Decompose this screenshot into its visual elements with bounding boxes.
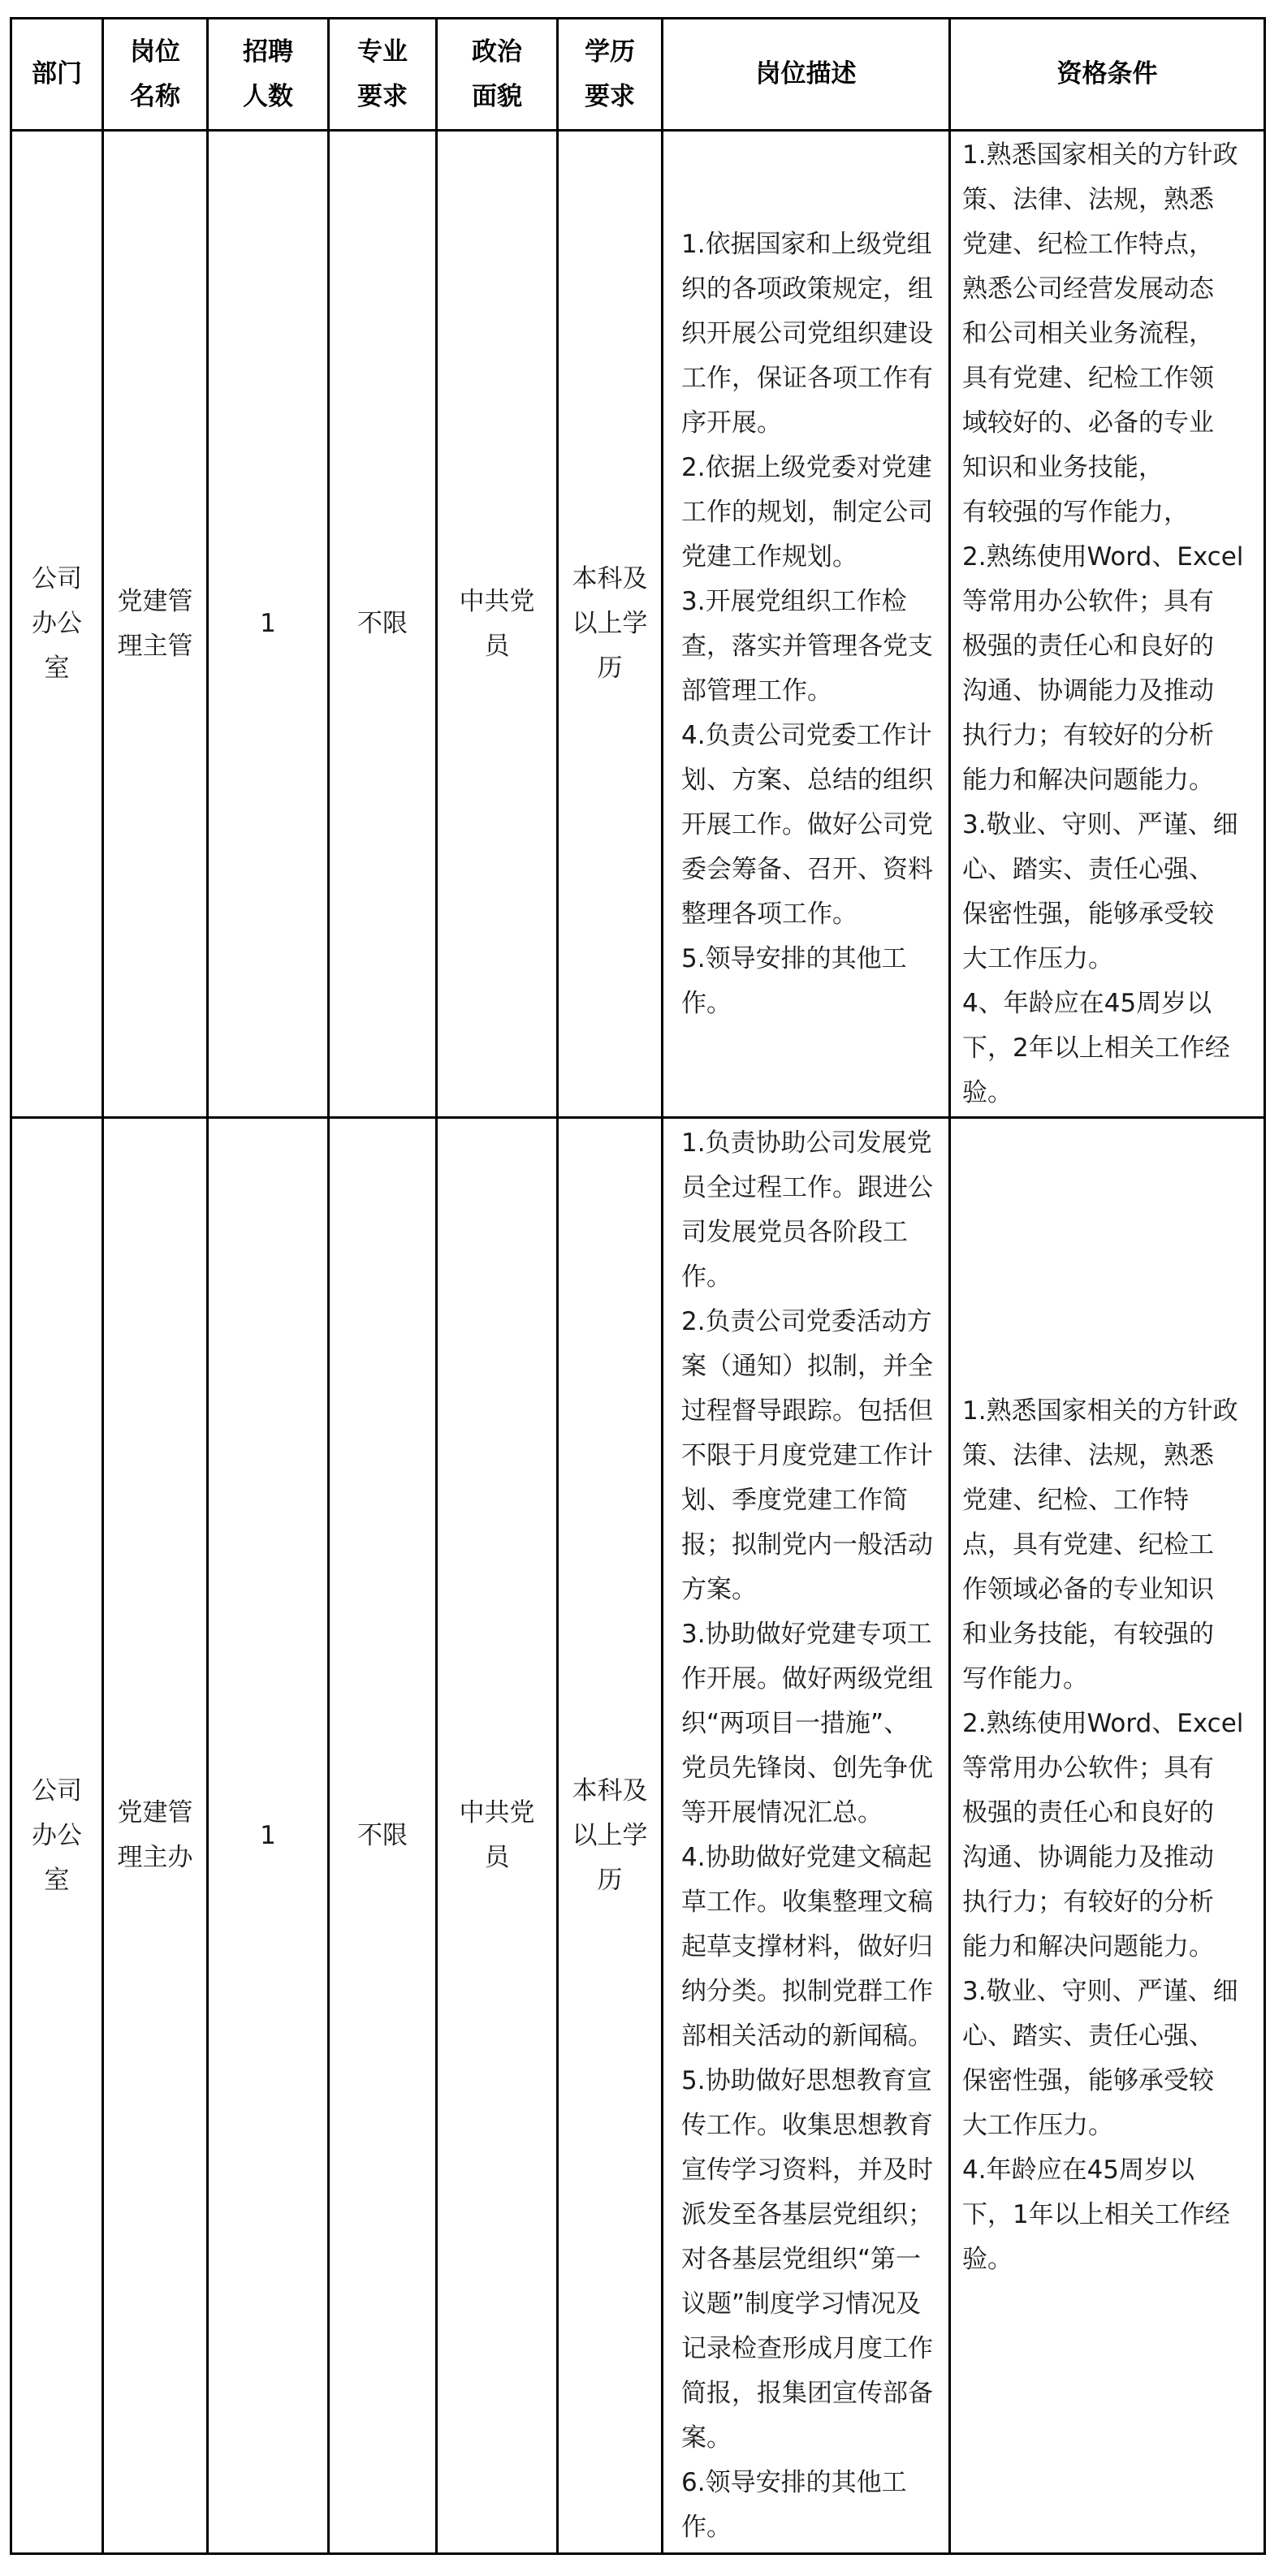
position-name-cell [103,1118,208,2554]
cell-text-line: 历 [597,1865,623,1895]
cell-text-line: 序开展。 [681,408,782,438]
cell-text-line: 作。 [681,2513,732,2542]
qualifications-cell [950,1118,1265,2554]
cell-text-line: 作开展。做好两级党组 [681,1664,933,1694]
header-major-requirement [329,19,437,131]
headcount-value: 1 [260,609,276,638]
cell-text-line: 等常用办公软件；具有 [962,586,1214,616]
cell-text-line: 4.协助做好党建文稿起 [681,1843,932,1872]
recruitment-table-container [10,17,1266,2555]
cell-text-line: 面貌 [472,81,522,111]
cell-text-line: 委会筹备、召开、资料 [681,854,933,884]
cell-text-line: 部门 [32,59,82,88]
cell-text-line: 过程督导跟踪。包括但 [681,1396,933,1426]
cell-text-line: 保密性强，能够承受较 [962,899,1214,929]
cell-text-line: 案（通知）拟制，并全 [681,1352,933,1381]
header-job-description [663,19,950,131]
cell-text-line: 岗位 [130,37,180,67]
cell-text-line: 员全过程工作。跟进公 [681,1173,933,1202]
header-political-status [437,19,558,131]
cell-text-line: 策、法律、法规，熟悉 [962,1441,1214,1470]
cell-text-line: 3.协助做好党建专项工 [681,1620,932,1649]
major-value: 不限 [357,609,408,638]
cell-text-line: 草工作。收集整理文稿 [681,1888,933,1917]
cell-text-line: 员 [484,631,510,661]
political-status-cell [437,1118,558,2554]
cell-text-line: 纳分类。拟制党群工作 [681,1977,933,2006]
cell-text-line: 心、踏实、责任心强、 [962,854,1214,884]
cell-text-line: 派发至各基层党组织； [681,2200,933,2229]
table-row [11,131,1265,1118]
cell-text-line: 2.依据上级党委对党建 [681,452,932,482]
cell-text-line: 极强的责任心和良好的 [962,631,1214,661]
cell-text-line: 招聘 [243,37,293,67]
cell-text-line: 4.负责公司党委工作计 [681,720,932,750]
political-status-cell [437,131,558,1118]
cell-text-line: 沟通、协调能力及推动 [962,1843,1214,1872]
cell-text-line: 中共党 [459,1798,535,1827]
header-qualifications [950,19,1265,131]
header-education-requirement [558,19,663,131]
cell-text-line: 能力和解决问题能力。 [962,765,1214,795]
cell-text-line: 和业务技能，有较强的 [962,1620,1214,1649]
cell-text-line: 中共党 [459,586,535,616]
cell-text-line: 公司 [32,1776,82,1806]
cell-text-line: 验。 [962,2245,1013,2274]
cell-text-line: 能力和解决问题能力。 [962,1932,1214,1961]
cell-text-line: 4、年龄应在45周岁以 [962,988,1212,1018]
cell-text-line: 历 [597,654,623,683]
department-cell [11,131,103,1118]
cell-text-line: 党建管 [117,1798,193,1827]
cell-text-line: 作领域必备的专业知识 [962,1575,1214,1604]
cell-text-line: 具有党建、纪检工作领 [962,363,1214,393]
cell-text-line: 等常用办公软件；具有 [962,1754,1214,1783]
cell-text-line: 党建工作规划。 [681,542,857,572]
cell-text-line: 知识和业务技能， [962,452,1164,482]
cell-text-line: 不限于月度党建工作计 [681,1441,933,1470]
cell-text-line: 政治 [472,37,522,67]
job-description-cell [663,131,950,1118]
cell-text-line: 2.熟练使用Word、Excel [962,1709,1244,1738]
cell-text-line: 下，1年以上相关工作经 [962,2200,1230,2229]
cell-text-line: 划、季度党建工作简 [681,1486,908,1515]
cell-text-line: 室 [44,1865,70,1895]
cell-text-line: 名称 [130,81,180,111]
cell-text-line: 党建、纪检工作特点， [962,229,1214,259]
department-cell [11,1118,103,2554]
cell-text-line: 执行力；有较好的分析 [962,1888,1214,1917]
headcount-cell [208,131,329,1118]
cell-text-line: 作。 [681,988,732,1018]
cell-text-line: 4.年龄应在45周岁以 [962,2155,1195,2185]
cell-text-line: 部管理工作。 [681,675,832,705]
headcount-value: 1 [260,1820,276,1850]
cell-text-line: 开展工作。做好公司党 [681,809,933,839]
cell-text-line: 办公 [32,609,82,638]
cell-text-line: 党员先锋岗、创先争优 [681,1754,933,1783]
qualifications-cell [950,131,1265,1118]
cell-text-line: 党建管 [117,586,193,616]
cell-text-line: 议题”制度学习情况及 [681,2289,922,2319]
cell-text-line: 办公 [32,1820,82,1850]
table-row [11,1118,1265,2554]
cell-text-line: 传工作。收集思想教育 [681,2111,933,2140]
cell-text-line: 2.负责公司党委活动方 [681,1307,932,1336]
cell-text-line: 本科及 [572,1776,648,1806]
cell-text-line: 写作能力。 [962,1664,1088,1694]
cell-text-line: 下，2年以上相关工作经 [962,1033,1230,1063]
cell-text-line: 要求 [585,81,635,111]
cell-text-line: 3.敬业、守则、严谨、细 [962,1977,1238,2006]
education-cell [558,131,663,1118]
cell-text-line: 案。 [681,2423,732,2453]
position-name-cell [103,131,208,1118]
cell-text-line: 人数 [243,81,293,111]
cell-text-line: 极强的责任心和良好的 [962,1798,1214,1827]
cell-text-line: 部相关活动的新闻稿。 [681,2022,933,2051]
cell-text-line: 查，落实并管理各党支 [681,631,933,661]
cell-text-line: 大工作压力。 [962,2111,1113,2140]
major-cell [329,1118,437,2554]
cell-text-line: 本科及 [572,564,648,593]
cell-text-line: 报；拟制党内一般活动 [681,1530,933,1560]
cell-text-line: 1.熟悉国家相关的方针政 [962,1396,1238,1426]
cell-text-line: 沟通、协调能力及推动 [962,675,1214,705]
cell-text-line: 工作，保证各项工作有 [681,363,933,393]
header-headcount [208,19,329,131]
headcount-cell [208,1118,329,2554]
cell-text-line: 专业 [357,37,408,67]
cell-text-line: 以上学 [572,1820,648,1850]
cell-text-line: 资格条件 [1056,59,1158,88]
cell-text-line: 策、法律、法规，熟悉 [962,184,1214,214]
cell-text-line: 党建、纪检、工作特 [962,1486,1189,1515]
cell-text-line: 心、踏实、责任心强、 [962,2022,1214,2051]
education-cell [558,1118,663,2554]
cell-text-line: 司发展党员各阶段工 [681,1218,908,1247]
header-position-name [103,19,208,131]
cell-text-line: 理主管 [117,631,193,661]
cell-text-line: 2.熟练使用Word、Excel [962,542,1244,572]
cell-text-line: 等开展情况汇总。 [681,1798,883,1827]
cell-text-line: 熟悉公司经营发展动态 [962,274,1214,304]
cell-text-line: 作。 [681,1262,732,1292]
cell-text-line: 域较好的、必备的专业 [962,408,1214,438]
cell-text-line: 1.负责协助公司发展党 [681,1128,932,1158]
cell-text-line: 起草支撑材料，做好归 [681,1932,933,1961]
cell-text-line: 6.领导安排的其他工 [681,2468,907,2497]
cell-text-line: 公司 [32,564,82,593]
cell-text-line: 岗位描述 [755,59,857,88]
cell-text-line: 织“两项目一措施”、 [681,1709,909,1738]
header-row [11,19,1265,131]
cell-text-line: 有较强的写作能力， [962,497,1189,527]
cell-text-line: 3.敬业、守则、严谨、细 [962,809,1238,839]
cell-text-line: 1.熟悉国家相关的方针政 [962,140,1238,170]
cell-text-line: 执行力；有较好的分析 [962,720,1214,750]
cell-text-line: 5.领导安排的其他工 [681,943,907,973]
cell-text-line: 整理各项工作。 [681,899,857,929]
job-description-cell [663,1118,950,2554]
header-department [11,19,103,131]
cell-text-line: 学历 [585,37,635,67]
cell-text-line: 以上学 [572,609,648,638]
major-cell [329,131,437,1118]
cell-text-line: 1.依据国家和上级党组 [681,229,932,259]
cell-text-line: 对各基层党组织“第一 [681,2245,922,2274]
cell-text-line: 要求 [357,81,408,111]
cell-text-line: 室 [44,654,70,683]
cell-text-line: 5.协助做好思想教育宣 [681,2066,932,2095]
cell-text-line: 工作的规划，制定公司 [681,497,933,527]
cell-text-line: 宣传学习资料，并及时 [681,2155,933,2185]
cell-text-line: 织开展公司党组织建设 [681,318,933,348]
cell-text-line: 大工作压力。 [962,943,1113,973]
cell-text-line: 记录检查形成月度工作 [681,2334,933,2363]
cell-text-line: 和公司相关业务流程， [962,318,1214,348]
cell-text-line: 简报，报集团宣传部备 [681,2379,933,2408]
major-value: 不限 [357,1820,408,1850]
cell-text-line: 员 [484,1843,510,1872]
cell-text-line: 点，具有党建、纪检工 [962,1530,1214,1560]
recruitment-table [10,17,1266,2555]
cell-text-line: 理主办 [117,1843,193,1872]
cell-text-line: 方案。 [681,1575,757,1604]
cell-text-line: 划、方案、总结的组织 [681,765,933,795]
cell-text-line: 织的各项政策规定，组 [681,274,933,304]
cell-text-line: 保密性强，能够承受较 [962,2066,1214,2095]
cell-text-line: 3.开展党组织工作检 [681,586,907,616]
cell-text-line: 验。 [962,1077,1013,1107]
